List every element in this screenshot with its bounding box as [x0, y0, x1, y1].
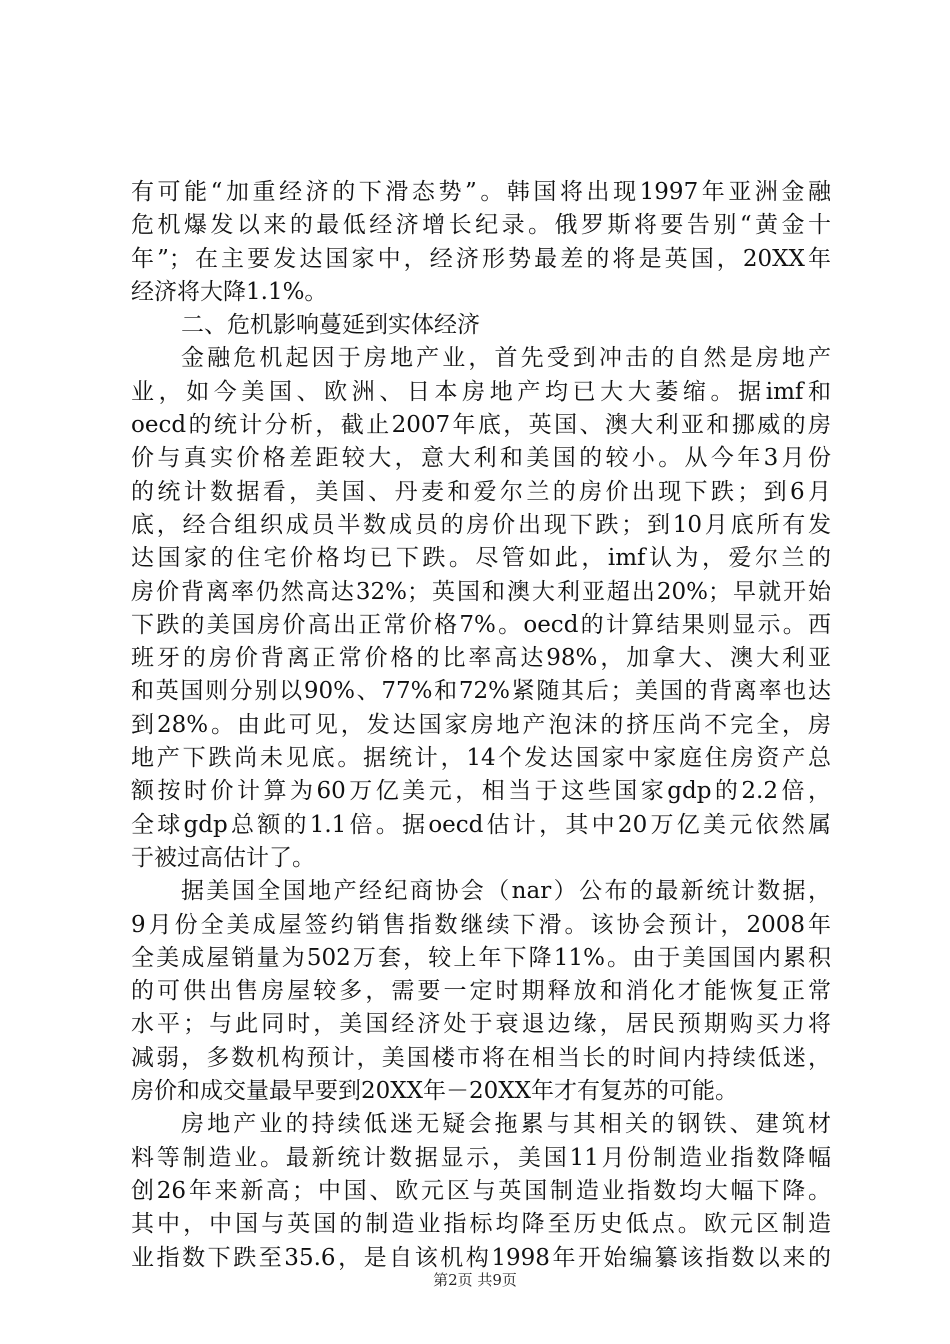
- text-line: oecd的统计分析，截止2007年底，英国、澳大利亚和挪威的房: [131, 412, 831, 439]
- text-line: 业，如今美国、欧洲、日本房地产均已大大萎缩。据imf和: [131, 378, 831, 405]
- text-line: 年”；在主要发达国家中，经济形势最差的将是英国，20XX年: [131, 245, 831, 272]
- document-body: [131, 176, 831, 1275]
- text-line: 有可能“加重经济的下滑态势”。韩国将出现1997年亚洲金融: [131, 179, 831, 205]
- text-line: 达国家的住宅价格均已下跌。尽管如此，imf认为，爱尔兰的: [131, 545, 831, 572]
- text-line: 额按时价计算为60万亿美元，相当于这些国家gdp的2.2倍，: [131, 778, 831, 805]
- text-line: 业指数下跌至35.6，是自该机构1998年开始编纂该指数以来的: [131, 1244, 831, 1271]
- text-line: 9月份全美成屋签约销售指数继续下滑。该协会预计，2008年: [131, 911, 831, 938]
- text-line: 料等制造业。最新统计数据显示，美国11月份制造业指数降幅: [131, 1144, 831, 1171]
- text-line: 房价和成交量最早要到20XX年－20XX年才有复苏的可能。: [131, 1078, 739, 1105]
- text-line: 地产下跌尚未见底。据统计，14个发达国家中家庭住房资产总: [131, 745, 831, 772]
- text-line: 危机爆发以来的最低经济增长纪录。俄罗斯将要告别“黄金十: [131, 212, 831, 239]
- text-line: 到28%。由此可见，发达国家房地产泡沫的挤压尚不完全，房: [131, 711, 831, 738]
- text-line: 底，经合组织成员半数成员的房价出现下跌；到10月底所有发: [131, 511, 831, 538]
- text-line: 下跌的美国房价高出正常价格7%。oecd的计算结果则显示。西: [131, 611, 831, 638]
- text-line: 全球gdp总额的1.1倍。据oecd估计，其中20万亿美元依然属: [131, 811, 831, 838]
- text-line: 的可供出售房屋较多，需要一定时期释放和消化才能恢复正常: [131, 978, 831, 1005]
- page-number-footer: 第2页 共9页: [433, 1271, 517, 1289]
- text-line: 全美成屋销量为502万套，较上年下降11%。由于美国国内累积: [131, 944, 831, 971]
- text-line: 房地产业的持续低迷无疑会拖累与其相关的钢铁、建筑材: [181, 1111, 831, 1138]
- text-line: 的统计数据看，美国、丹麦和爱尔兰的房价出现下跌；到6月: [131, 478, 831, 505]
- text-line: 减弱，多数机构预计，美国楼市将在相当长的时间内持续低迷，: [131, 1044, 831, 1071]
- text-line: 和英国则分别以90%、77%和72%紧随其后；美国的背离率也达: [131, 678, 831, 705]
- text-line: 水平；与此同时，美国经济处于衰退边缘，居民预期购买力将: [131, 1011, 831, 1038]
- text-line: 创26年来新高；中国、欧元区与英国制造业指数均大幅下降。: [131, 1177, 831, 1204]
- text-line: 班牙的房价背离正常价格的比率高达98%，加拿大、澳大利亚: [131, 645, 831, 672]
- section-heading: 二、危机影响蔓延到实体经济: [181, 312, 480, 339]
- text-line: 金融危机起因于房地产业，首先受到冲击的自然是房地产: [181, 345, 831, 372]
- text-line: 价与真实价格差距较大，意大利和美国的较小。从今年3月份: [131, 445, 831, 472]
- text-line: 于被过高估计了。: [131, 844, 315, 871]
- text-line: 其中，中国与英国的制造业指标均降至历史低点。欧元区制造: [131, 1211, 831, 1238]
- text-line: 经济将大降1.1%。: [131, 278, 328, 305]
- text-line: 房价背离率仍然高达32%；英国和澳大利亚超出20%；早就开始: [131, 578, 831, 605]
- text-line: 据美国全国地产经纪商协会（nar）公布的最新统计数据，: [181, 878, 831, 905]
